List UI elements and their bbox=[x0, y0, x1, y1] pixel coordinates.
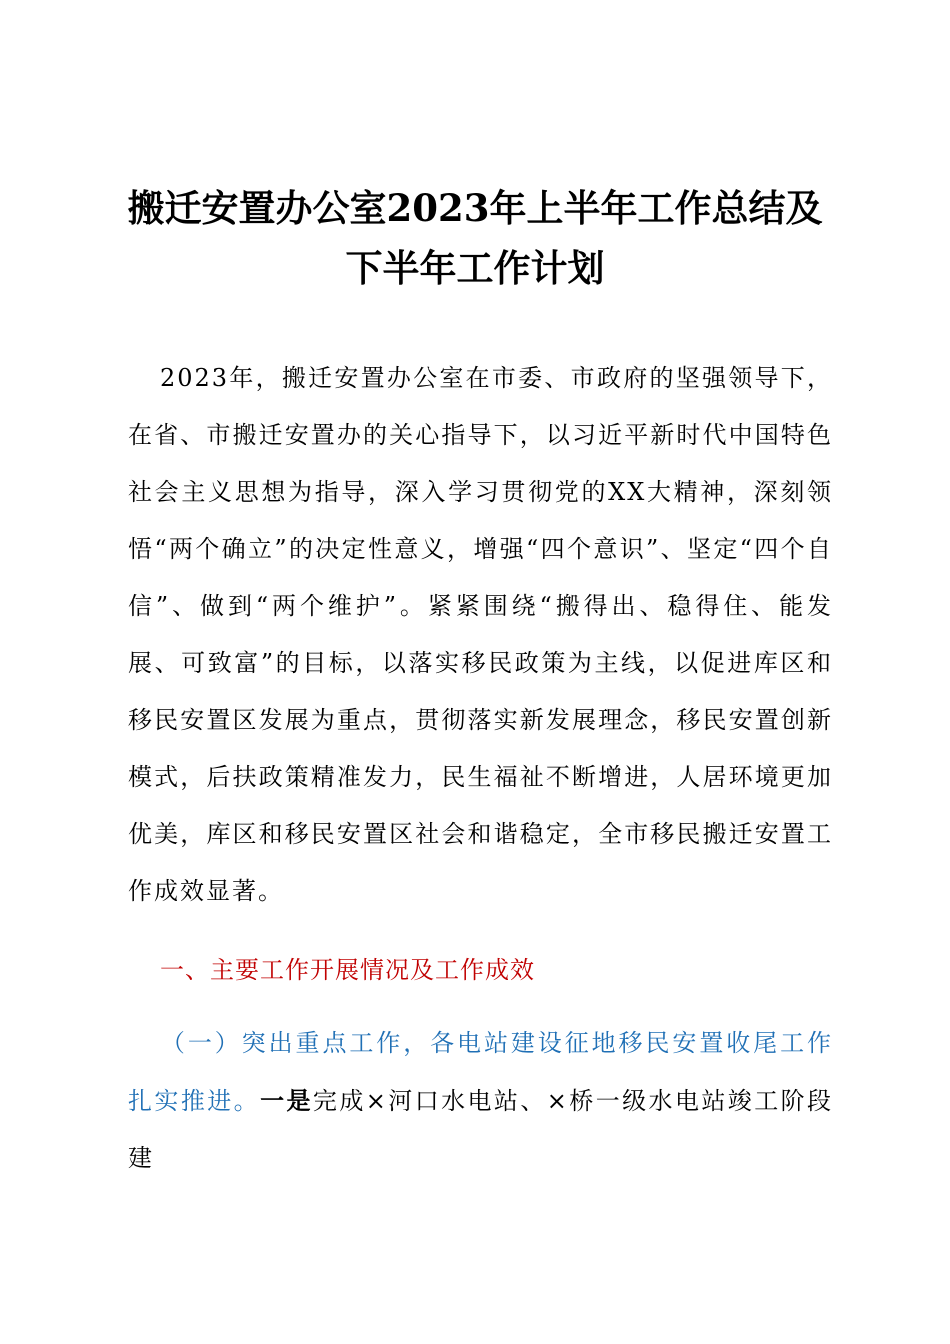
subsection-lead: 一是 bbox=[260, 1086, 313, 1115]
intro-paragraph bbox=[128, 350, 833, 920]
intro-paragraph-text: 2023年，搬迁安置办公室在市委、市政府的坚强领导下，在省、市搬迁安置办的关心指导下，以习近平新时代中国特色社会主义思想为指导，深入学习贯彻党的XX大精神，深刻领悟“两个确立”的决定性意义，增强“四个意识”、坚定“四个自信”、做到“两个维护”。紧紧围绕“搬得出、稳得住、能发展、可致富”的目标，以落实移民政策为主线，以促进库区和移民安置区发展为重点，贯彻落实新发展理念，移民安置创新模式，后扶政策精准发力，民生福祉不断增进，人居环境更加优美，库区和移民安置区社会和谐稳定，全市移民搬迁安置工作成效显著。 bbox=[128, 364, 833, 905]
subsection-paragraph bbox=[128, 1015, 833, 1187]
section-heading: 一、主要工作开展情况及工作成效 bbox=[160, 956, 535, 984]
document-title: 搬迁安置办公室2023年上半年工作总结及下半年工作计划 bbox=[127, 186, 823, 290]
subsection-heading: （一）突出重点工作，各电站建设征地移民安置收尾工作扎实推进。 bbox=[128, 1029, 833, 1115]
subsection-text: 完成×河口水电站、×桥一级水电站竣工阶段建 bbox=[128, 1087, 834, 1172]
